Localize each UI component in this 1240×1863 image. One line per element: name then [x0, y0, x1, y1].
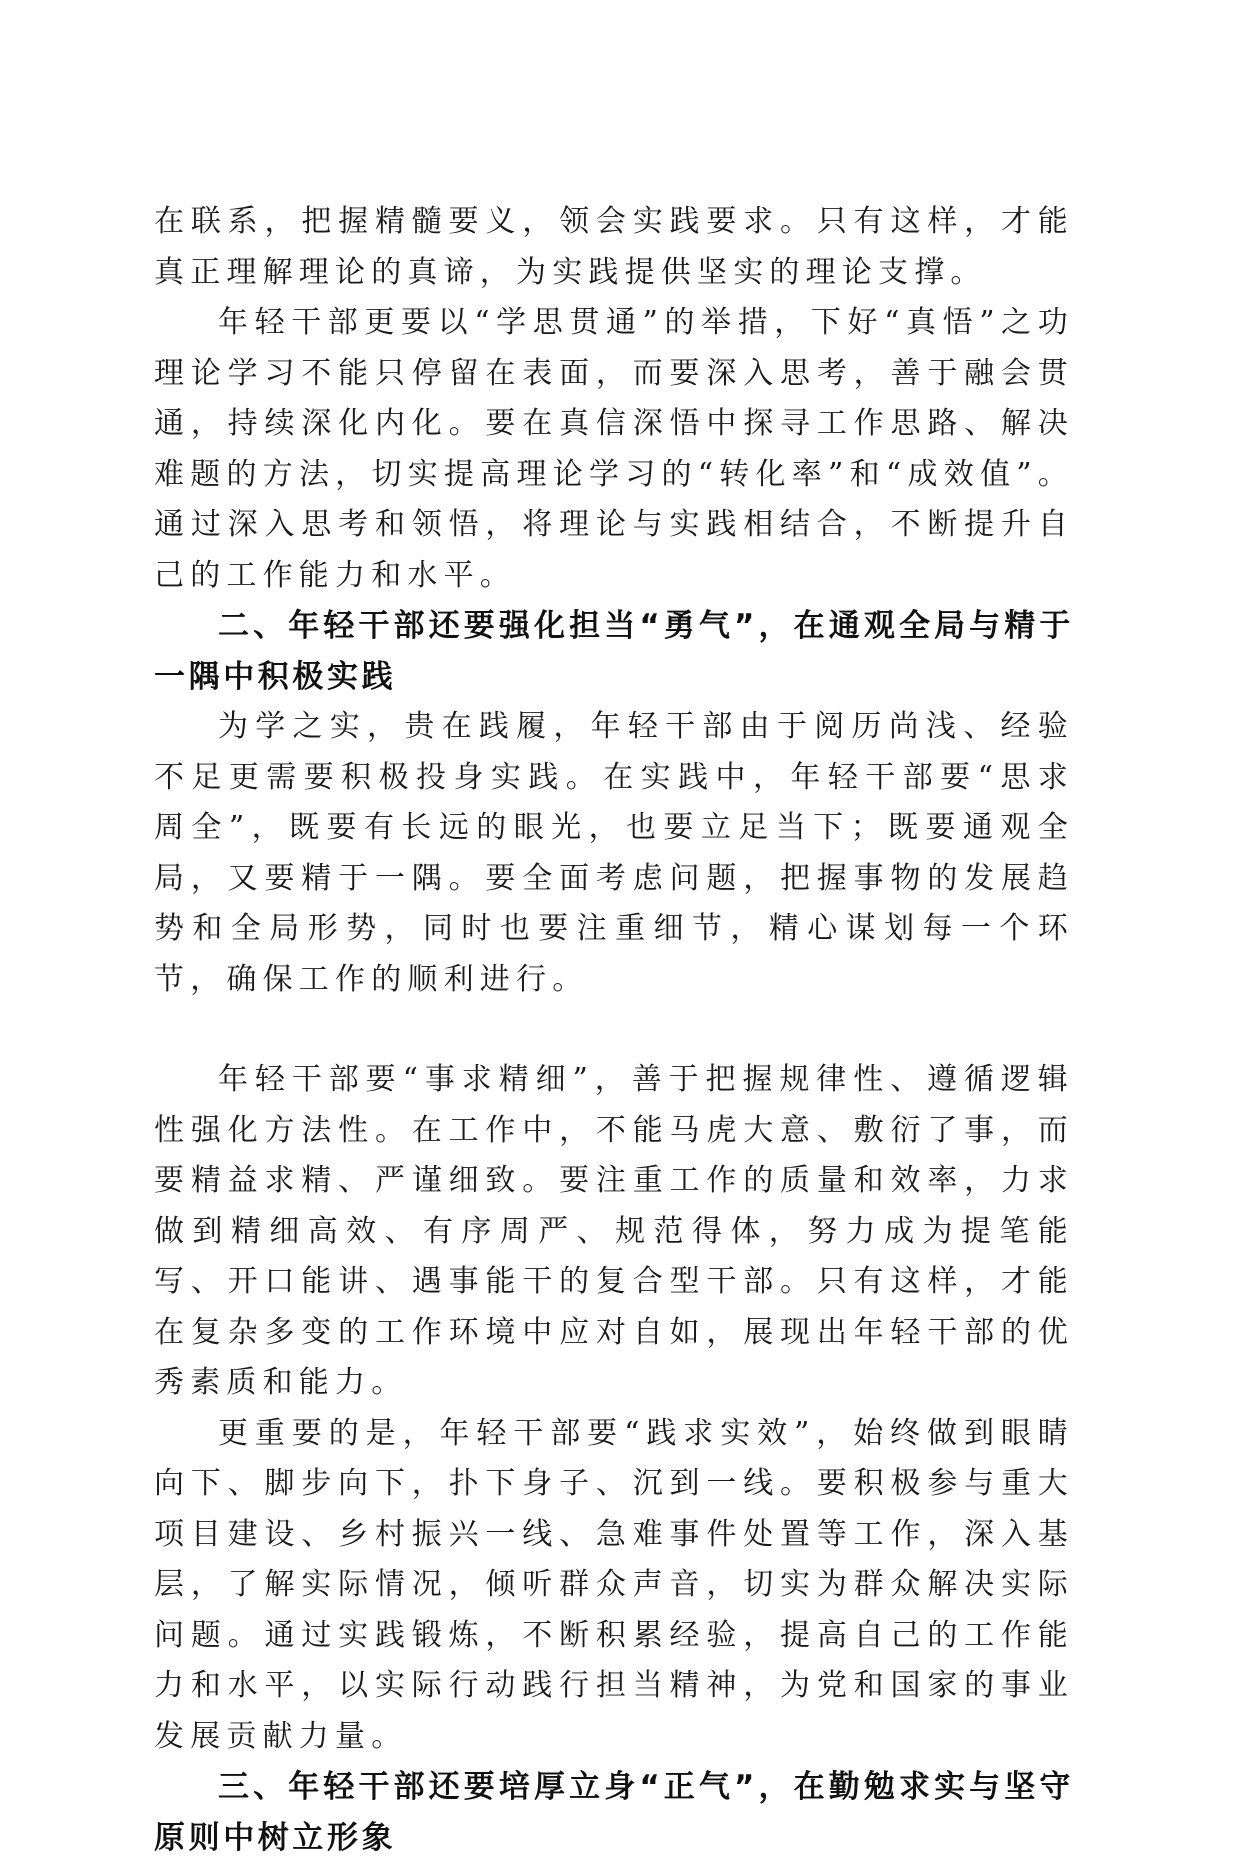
paragraph-precision: 年轻干部要“事求精细”，善于把握规律性、遵循逻辑性强化方法性。在工作中，不能马虎大意、敷衍了事，而要精益求精、严谨细致。要注重工作的质量和效率，力求做到精细高效、有序周严、规范得体，努力成为提笔能写、开口能讲、遇事能干的复合型干部。只有这样，才能在复杂多变的工作环境中应对自如，展现出年轻干部的优秀素质和能力。: [154, 1062, 1074, 1400]
section-heading-three: 三、年轻干部还要培厚立身“正气”，在勤勉求实与坚守原则中树立形象: [154, 1769, 1074, 1856]
paragraph-continuation: 在联系，把握精髓要义，领会实践要求。只有这样，才能真正理解理论的真谛，为实践提供坚实的理论支撑。: [154, 204, 1074, 290]
paragraph-spacer: [154, 1005, 1074, 1055]
paragraph-effectiveness: 更重要的是，年轻干部要“践求实效”，始终做到眼睛向下、脚步向下，扑下身子、沉到一线。要积极参与重大项目建设、乡村振兴一线、急难事件处置等工作，深入基层，了解实际情况，倾听群众声音，切实为群众解决实际问题。通过实践锻炼，不断积累经验，提高自己的工作能力和水平，以实际行动践行担当精神，为党和国家的事业发展贡献力量。: [154, 1415, 1074, 1754]
section-heading-two: 二、年轻干部还要强化担当“勇气”，在通观全局与精于一隅中积极实践: [154, 608, 1074, 695]
paragraph-theory-study: 年轻干部更要以“学思贯通”的举措，下好“真悟”之功理论学习不能只停留在表面，而要深入思考，善于融会贯通，持续深化内化。要在真信深悟中探寻工作思路、解决难题的方法，切实提高理论学习的“转化率”和“成效值”。通过深入思考和领悟，将理论与实践相结合，不断提升自己的工作能力和水平。: [154, 305, 1074, 593]
paragraph-practice: 为学之实，贵在践履，年轻干部由于阅历尚浅、经验不足更需要积极投身实践。在实践中，年轻干部要“思求周全”，既要有长远的眼光，也要立足当下；既要通观全局，又要精于一隅。要全面考虑问题，把握事物的发展趋势和全局形势，同时也要注重细节，精心谋划每一个环节，确保工作的顺利进行。: [154, 709, 1074, 997]
document-body: [154, 197, 1074, 1863]
